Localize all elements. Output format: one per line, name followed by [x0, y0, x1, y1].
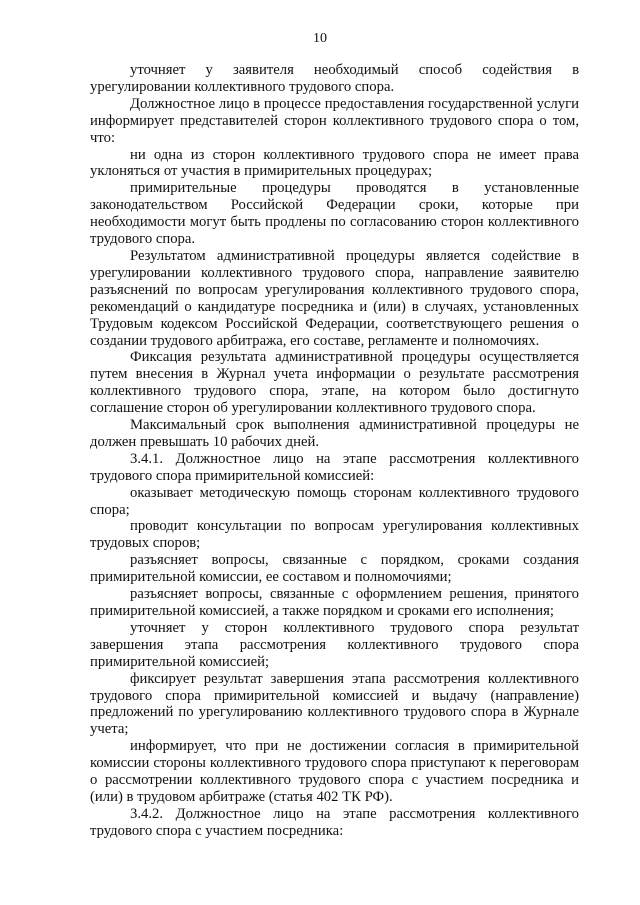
page-number: 10	[313, 31, 327, 46]
paragraph: Максимальный срок выполнения административной процедуры не должен превышать 10 рабочих дней.	[90, 417, 579, 450]
paragraph: разъясняет вопросы, связанные с порядком, сроками создания примирительной комиссии, ее составом и полномочиями;	[90, 552, 579, 586]
paragraph: Результатом административной процедуры является содействие в урегулировании коллективного трудового спора, направление заявителю разъяснений по вопросам урегулирования коллективного трудового спора, рекомендаций о кандидатуре посредника и (или) в случаях, установленных Трудовым кодексом Российской Федерации, соответствующего решения о создании трудового арбитража, его составе, регламенте и полномочиях.	[90, 247, 579, 349]
paragraph: 3.4.2. Должностное лицо на этапе рассмотрения коллективного трудового спора с участием посредника:	[90, 805, 579, 839]
paragraph: ни одна из сторон коллективного трудового спора не имеет права уклоняться от участия в примирительных процедурах;	[90, 146, 579, 180]
paragraph: фиксирует результат завершения этапа рассмотрения коллективного трудового спора примирительной комиссией и выдачу (направление) предложений по урегулированию коллективного трудового спора в Журнале учета;	[90, 670, 579, 738]
document-body	[90, 62, 579, 840]
paragraph: Должностное лицо в процессе предоставления государственной услуги информирует представителей сторон коллективного трудового спора о том, что:	[90, 95, 579, 146]
paragraph: оказывает методическую помощь сторонам коллективного трудового спора;	[90, 484, 579, 518]
paragraph: уточняет у заявителя необходимый способ содействия в урегулировании коллективного трудового спора.	[90, 62, 579, 95]
paragraph: разъясняет вопросы, связанные с оформлением решения, принятого примирительной комиссией, а также порядком и сроками его исполнения;	[90, 586, 579, 619]
paragraph: уточняет у сторон коллективного трудового спора результат завершения этапа рассмотрения коллективного трудового спора примирительной комиссией;	[90, 619, 579, 670]
paragraph: Фиксация результата административной процедуры осуществляется путем внесения в Журнал учета информации о результате рассмотрения коллективного трудового спора, этапе, на котором было достигнуто соглашение сторон об урегулировании коллективного трудового спора.	[90, 349, 579, 417]
paragraph: примирительные процедуры проводятся в установленные законодательством Российской Федерации сроки, которые при необходимости могут быть продлены по согласованию сторон коллективного трудового спора.	[90, 180, 579, 248]
paragraph: информирует, что при не достижении согласия в примирительной комиссии стороны коллективного трудового спора приступают к переговорам о рассмотрении коллективного трудового спора с участием посредника и (или) в трудовом арбитраже (статья 402 ТК РФ).	[90, 738, 579, 805]
paragraph: 3.4.1. Должностное лицо на этапе рассмотрения коллективного трудового спора примирительной комиссией:	[90, 450, 579, 484]
paragraph: проводит консультации по вопросам урегулирования коллективных трудовых споров;	[90, 518, 579, 552]
